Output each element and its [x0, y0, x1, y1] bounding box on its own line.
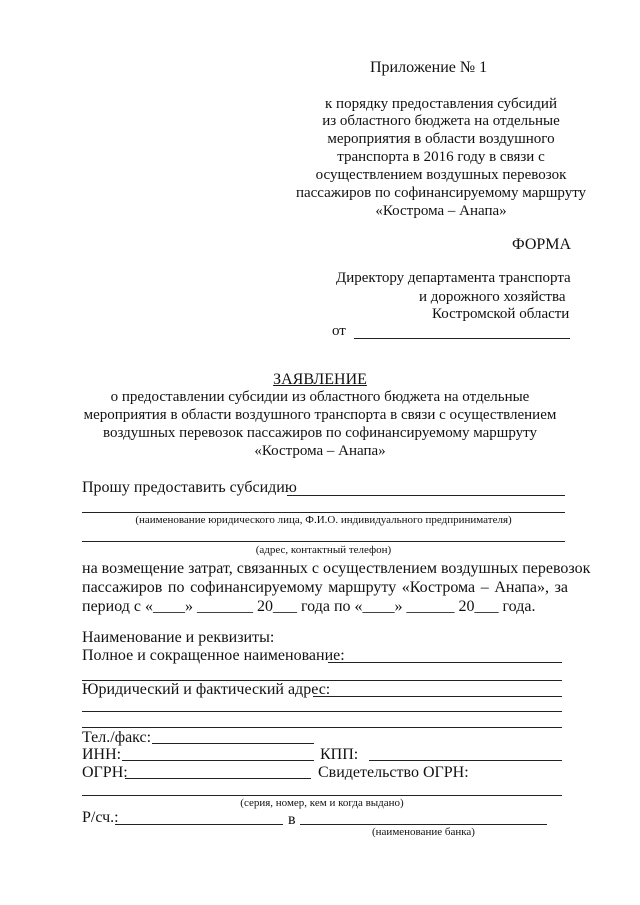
phone-label: Тел./факс: — [82, 729, 152, 746]
account-field[interactable] — [115, 824, 283, 825]
legal-address-field-2[interactable] — [82, 711, 562, 712]
appendix-line-4: транспорта в 2016 году в связи с — [337, 149, 545, 165]
bank-hint: (наименование банка) — [372, 826, 475, 838]
appendix-title: Приложение № 1 — [370, 59, 488, 76]
appendix-line-2: из областного бюджета на отдельные — [322, 113, 560, 129]
legal-address-field[interactable] — [313, 696, 562, 697]
appendix-line-6: пассажиров по софинансируемому маршруту — [295, 185, 587, 201]
bank-prep: в — [288, 811, 296, 828]
statement-line-2: мероприятия в области воздушного транспорта в связи с осуществлением — [83, 407, 557, 423]
form-label: ФОРМА — [512, 236, 572, 253]
period-line: период с «____» _______ 20___ года по «____» ______ 20___ года. — [82, 598, 536, 615]
from-field[interactable] — [354, 338, 570, 339]
appendix-line-1: к порядку предоставления субсидий — [325, 96, 557, 112]
kpp-label: КПП: — [320, 746, 359, 763]
phone-field[interactable] — [152, 743, 314, 744]
legal-address-field-3[interactable] — [82, 727, 562, 728]
ogrn-cert-field[interactable] — [82, 795, 562, 796]
hint-address: (адрес, контактный телефон) — [255, 544, 392, 556]
cert-hint: (серия, номер, кем и когда выдано) — [240, 797, 404, 809]
requisites-heading: Наименование и реквизиты: — [82, 629, 275, 646]
address-phone-field[interactable] — [82, 541, 565, 542]
applicant-name-field[interactable] — [287, 495, 565, 496]
statement-title: ЗАЯВЛЕНИЕ — [273, 371, 367, 388]
appendix-line-3: мероприятия в области воздушного — [327, 131, 555, 147]
inn-field[interactable] — [122, 760, 314, 761]
request-label: Прошу предоставить субсидию — [82, 479, 297, 496]
statement-line-3: воздушных перевозок пассажиров по софинансируемому маршруту — [103, 425, 537, 441]
ogrn-label: ОГРН: — [82, 764, 128, 781]
kpp-field[interactable] — [369, 760, 562, 761]
addressee-line-1: Директору департамента транспорта — [336, 270, 571, 286]
bank-field[interactable] — [300, 824, 547, 825]
from-label: от — [332, 323, 346, 339]
hint-entity: (наименование юридического лица, Ф.И.О. индивидуального предпринимателя) — [135, 514, 512, 526]
ogrn-field[interactable] — [125, 778, 311, 779]
statement-line-4: «Кострома – Анапа» — [254, 443, 386, 459]
addressee-line-3: Костромской области — [432, 306, 570, 322]
appendix-line-7: «Кострома – Анапа» — [375, 203, 507, 219]
statement-line-1: о предоставлении субсидии из областного бюджета на отдельные — [110, 389, 530, 405]
account-label: Р/сч.: — [82, 809, 119, 826]
appendix-line-5: осуществлением воздушных перевозок — [315, 167, 567, 183]
address-label: Юридический и фактический адрес: — [82, 681, 331, 698]
purpose-line-2: пассажиров по софинансируемому маршруту «Кострома – Анапа», за — [82, 579, 568, 596]
applicant-name-field-2[interactable] — [82, 512, 565, 513]
purpose-line-1: на возмещение затрат, связанных с осуществлением воздушных перевозок — [82, 560, 591, 577]
inn-label: ИНН: — [82, 746, 122, 763]
full-name-label: Полное и сокращенное наименование: — [82, 647, 345, 664]
addressee-line-2: и дорожного хозяйства — [419, 289, 566, 305]
ogrn-cert-label: Свидетельство ОГРН: — [318, 764, 469, 781]
full-name-field[interactable] — [328, 662, 562, 663]
